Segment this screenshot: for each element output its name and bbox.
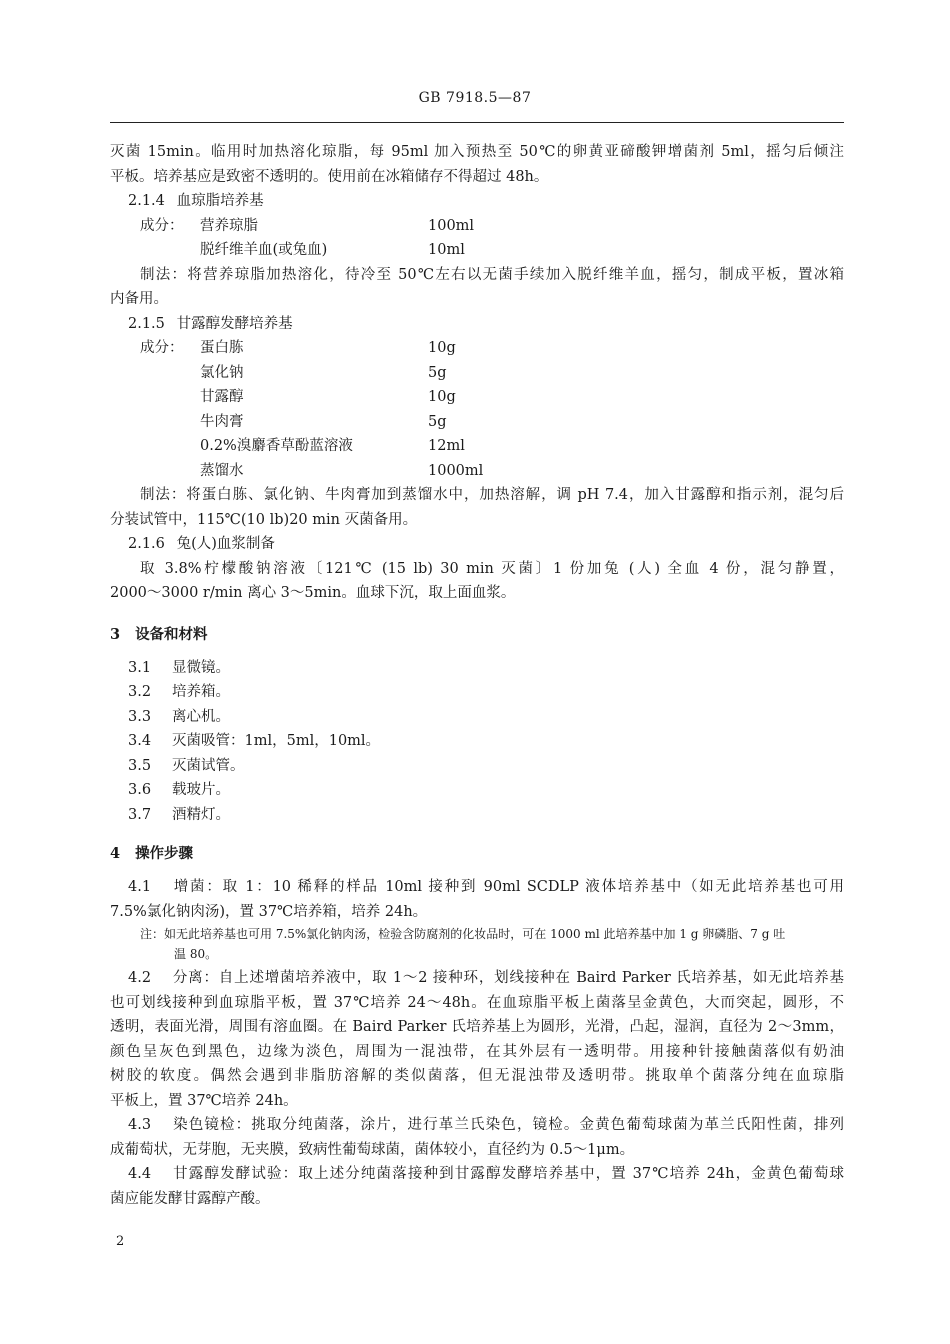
page-number: 2 — [116, 1234, 125, 1249]
para-4-3-line-2: 成葡萄状，无芽胞，无夹膜，致病性葡萄球菌，菌体较小，直径约为 0.5～1μm。 — [110, 1141, 635, 1158]
item-text: 显微镜。 — [172, 659, 230, 676]
method-2-1-5-line-1: 制法：将蛋白胨、氯化钠、牛肉膏加到蒸馏水中，加热溶解，调 pH 7.4，加入甘露醇和指示剂，混匀后 — [140, 487, 844, 503]
plasma-prep-line-2: 2000～3000 r/min 离心 3～5min。血球下沉，取上面血浆。 — [110, 585, 516, 601]
subsection-2-1-4-heading — [110, 189, 844, 214]
ingredient-name: 营养琼脂 — [200, 217, 258, 234]
item-text: 载玻片。 — [172, 782, 230, 798]
subsection-number: 2.1.5 — [128, 315, 165, 332]
item-number: 3.2 — [128, 684, 152, 700]
note-line-1: 注：如无此培养基也可用 7.5%氯化钠肉汤，检验含防腐剂的化妆品时，可在 1000 ml 此培养基中加 1 g 卵磷脂、7 g 吐 — [140, 927, 786, 941]
ingredient-name: 甘露醇 — [200, 389, 244, 405]
section-3-heading — [110, 622, 844, 648]
section-number: 4 — [110, 845, 121, 862]
subsection-title: 血琼脂培养基 — [176, 193, 264, 209]
ingredient-amount: 10g — [428, 389, 456, 405]
ingredient-row — [110, 336, 844, 361]
para-4-2-line-6: 平板上，置 37℃培养 24h。 — [110, 1092, 298, 1109]
para-text: 染色镜检：挑取分纯菌落，涂片，进行革兰氏染色，镜检。金黄色葡萄球菌为革兰氏阳性菌，排列 — [172, 1117, 844, 1133]
ingredients-label: 成分： — [140, 340, 184, 356]
ingredient-amount: 100ml — [428, 217, 475, 234]
item-number: 3.7 — [128, 806, 152, 823]
ingredient-name: 牛肉膏 — [200, 413, 244, 430]
ingredient-row — [110, 459, 844, 484]
ingredients-label: 成分： — [140, 217, 184, 234]
ingredient-row — [110, 361, 844, 386]
section-title: 设备和材料 — [135, 625, 208, 643]
item-number: 3.4 — [128, 733, 152, 749]
para-4-2-line-1 — [110, 966, 844, 991]
list-item — [110, 705, 844, 730]
ingredient-amount: 1000ml — [428, 462, 484, 479]
para-4-3-line-1 — [110, 1113, 844, 1138]
list-item — [110, 729, 844, 754]
ingredient-amount: 12ml — [428, 438, 465, 454]
para-4-2-line-4: 颜色呈灰色到黑色，边缘为淡色，周围为一混浊带，在其外层有一透明带。用接种针接触菌落似有奶油 — [110, 1043, 844, 1060]
item-number: 3.3 — [128, 708, 152, 725]
ingredient-row — [110, 238, 844, 263]
subsection-2-1-5-heading — [110, 312, 844, 337]
method-2-1-4-line-2: 内备用。 — [110, 291, 168, 307]
subsection-title: 甘露醇发酵培养基 — [176, 315, 293, 332]
para-text: 增菌：取 1：10 稀释的样品 10ml 接种到 90ml SCDLP 液体培养基中（如无此培养基也可用 — [172, 879, 844, 895]
ingredient-amount: 10g — [428, 340, 456, 356]
item-number: 3.1 — [128, 659, 152, 676]
para-4-2-line-5: 树胶的软度。偶然会遇到非脂肪溶解的类似菌落，但无混浊带及透明带。挑取单个菌落分纯在血琼脂 — [110, 1068, 844, 1084]
ingredient-row — [110, 410, 844, 435]
list-item — [110, 656, 844, 681]
list-item — [110, 803, 844, 828]
para-text: 分离：自上述增菌培养液中，取 1～2 接种环，划线接种在 Baird Parker 氏培养基，如无此培养基 — [172, 970, 844, 986]
page-header — [0, 90, 950, 106]
list-item — [110, 778, 844, 803]
list-item — [110, 754, 844, 779]
subsection-2-1-6-heading — [110, 532, 844, 557]
ingredient-amount: 5g — [428, 413, 447, 430]
ingredient-row — [110, 434, 844, 459]
item-number: 4.4 — [128, 1166, 152, 1182]
intro-line-1: 灭菌 15min。临用时加热溶化琼脂，每 95ml 加入预热至 50℃的卵黄亚碲酸钾增菌剂 5ml，摇匀后倾注 — [110, 144, 844, 160]
header-rule — [110, 122, 844, 123]
para-text: 甘露醇发酵试验：取上述分纯菌落接种到甘露醇发酵培养基中，置 37℃培养 24h，金黄色葡萄球 — [172, 1166, 844, 1182]
method-2-1-4-line-1: 制法：将营养琼脂加热溶化，待冷至 50℃左右以无菌手续加入脱纤维羊血，摇匀，制成平板，置冰箱 — [140, 266, 844, 283]
item-number: 4.2 — [128, 970, 152, 986]
ingredient-name: 脱纤维羊血(或兔血) — [200, 242, 328, 258]
ingredient-name: 0.2%溴麝香草酚蓝溶液 — [200, 438, 353, 454]
para-4-2-line-3: 透明，表面光滑，周围有溶血圈。在 Baird Parker 氏培养基上为圆形，光滑，凸起，湿润，直径为 2～3mm， — [110, 1019, 844, 1035]
standard-code: GB 7918.5—87 — [418, 90, 532, 106]
item-text: 培养箱。 — [172, 684, 230, 700]
item-text: 离心机。 — [172, 708, 230, 725]
ingredient-amount: 10ml — [428, 242, 465, 258]
item-number: 3.5 — [128, 757, 152, 774]
item-text: 灭菌吸管：1ml，5ml，10ml。 — [172, 733, 381, 749]
subsection-title: 兔(人)血浆制备 — [176, 536, 275, 552]
subsection-number: 2.1.4 — [128, 193, 165, 209]
item-text: 酒精灯。 — [172, 806, 230, 823]
ingredient-name: 氯化钠 — [200, 364, 244, 381]
ingredient-name: 蛋白胨 — [200, 340, 244, 356]
section-title: 操作步骤 — [135, 845, 194, 862]
list-item — [110, 680, 844, 705]
item-number: 4.3 — [128, 1117, 152, 1133]
subsection-number: 2.1.6 — [128, 536, 165, 552]
ingredient-row — [110, 214, 844, 239]
plasma-prep-line-1: 取 3.8%柠檬酸钠溶液〔121℃ (15 lb) 30 min 灭菌〕1 份加兔 (人) 全血 4 份，混匀静置， — [140, 560, 844, 577]
para-4-1-line-2: 7.5%氯化钠肉汤)，置 37℃培养箱，培养 24h。 — [110, 903, 428, 920]
section-number: 3 — [110, 625, 121, 643]
section-4-heading — [110, 841, 844, 867]
para-4-4-line-1 — [110, 1162, 844, 1187]
ingredient-name: 蒸馏水 — [200, 462, 244, 479]
ingredient-amount: 5g — [428, 364, 447, 381]
para-4-4-line-2: 菌应能发酵甘露醇产酸。 — [110, 1190, 270, 1207]
para-4-2-line-2: 也可划线接种到血琼脂平板，置 37℃培养 24～48h。在血琼脂平板上菌落呈金黄色，大而突起，圆形，不 — [110, 994, 844, 1011]
item-text: 灭菌试管。 — [172, 757, 245, 774]
item-number: 3.6 — [128, 782, 152, 798]
ingredient-row — [110, 385, 844, 410]
document-body — [110, 140, 844, 1211]
note-line-2: 温 80。 — [174, 947, 218, 961]
intro-line-2: 平板。培养基应是致密不透明的。使用前在冰箱储存不得超过 48h。 — [110, 168, 549, 185]
para-4-1-line-1 — [110, 875, 844, 900]
method-2-1-5-line-2: 分装试管中，115℃(10 lb)20 min 灭菌备用。 — [110, 511, 418, 528]
item-number: 4.1 — [128, 879, 152, 895]
